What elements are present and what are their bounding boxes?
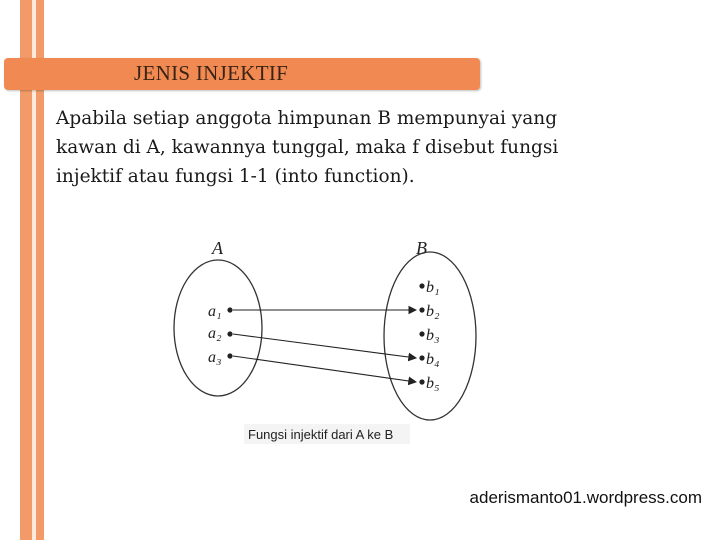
source-watermark: aderismanto01.wordpress.com — [469, 488, 702, 507]
svg-text:b₃: b₃ — [426, 327, 440, 344]
svg-text:b₁: b₁ — [426, 279, 440, 296]
set-b-element — [419, 279, 439, 296]
svg-text:b₅: b₅ — [426, 375, 440, 392]
set-b-label: B — [416, 238, 427, 258]
svg-text:a₁: a₁ — [208, 303, 222, 320]
definition-paragraph — [56, 104, 676, 191]
paragraph-line: kawan di A, kawannya tunggal, maka f disebut fungsi — [56, 137, 559, 158]
svg-text:a₂: a₂ — [208, 325, 222, 342]
set-b-element — [419, 351, 439, 368]
paragraph-line: injektif atau fungsi 1-1 (into function). — [56, 166, 415, 187]
set-a-element — [208, 303, 233, 320]
svg-text:a₃: a₃ — [208, 349, 222, 366]
set-b-element — [419, 327, 439, 344]
set-a-element — [208, 349, 233, 366]
mapping-diagram — [160, 228, 480, 448]
diagram-caption: Fungsi injektif dari A ke B — [248, 427, 394, 442]
svg-text:b₄: b₄ — [426, 351, 440, 368]
set-b-element — [419, 375, 439, 392]
set-a-label: A — [212, 238, 223, 258]
set-b-element — [419, 303, 440, 320]
svg-text:b₂: b₂ — [426, 303, 440, 320]
set-a-element — [208, 325, 233, 342]
paragraph-line: Apabila setiap anggota himpunan B mempunyai yang — [56, 108, 558, 129]
slide-title: JENIS INJEKTIF — [134, 61, 289, 85]
mapping-arrow — [233, 356, 416, 382]
